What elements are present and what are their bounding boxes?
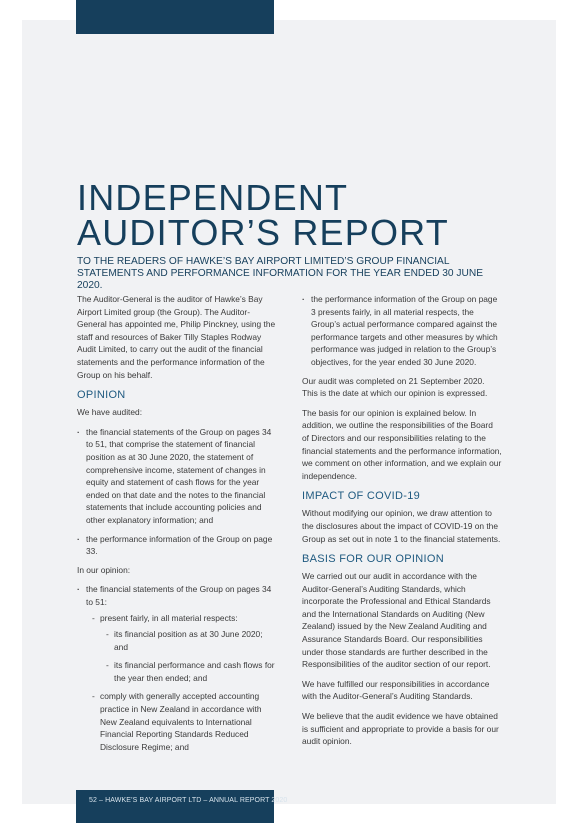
- opinion-heading: OPINION: [77, 389, 126, 402]
- completed-paragraph: Our audit was completed on 21 September 2020. This is the date at which our opinion is expressed.: [302, 375, 488, 399]
- footer-bar: [76, 790, 274, 823]
- audited-list: [77, 426, 277, 558]
- list-item: [86, 612, 277, 684]
- fulfilled-paragraph: We have fulfilled our responsibilities in accordance with the Auditor-General’s Auditing Standards.: [302, 678, 490, 702]
- list-item: - its financial performance and cash flows for the year then ended; and: [100, 659, 277, 684]
- believe-paragraph: We believe that the audit evidence we have obtained is sufficient and appropriate to provide a basis for our audit opinion.: [302, 711, 499, 747]
- right-column: [302, 293, 502, 755]
- basis-explained-paragraph: The basis for our opinion is explained below. In addition, we outline the responsibilities of the Board of Directors and our responsibilities relating to the financial statements and the performance information, we comment on other information, and we explain our independence.: [302, 407, 502, 481]
- covid-paragraph: Without modifying our opinion, we draw attention to the disclosures about the impact of COVID-19 on the Group as set out in note 1 to the financial statements.: [302, 508, 501, 544]
- list-item: · the financial statements of the Group on pages 34 to 51, that comprise the statement of financial position as at 30 June 2020, the statement of comprehensive income, statement of changes in equity and statement of cash flows for the year ended on that date and the notes to the financial statements that include accounting policies and other explanatory information; and: [77, 426, 277, 527]
- title-line: AUDITOR’S REPORT: [77, 212, 449, 253]
- list-item: - comply with generally accepted accounting practice in New Zealand in accordance with New Zealand equivalents to International Financial Reporting Standards Reduced Disclosure Regime; and: [86, 690, 277, 753]
- list-item: · the performance information of the Group on page 33.: [77, 533, 277, 558]
- footer-page-label: 52 – HAWKE’S BAY AIRPORT LTD – ANNUAL REPORT 2020: [89, 797, 288, 804]
- list-item: - its financial position as at 30 June 2020; and: [100, 628, 277, 653]
- intro-paragraph: The Auditor-General is the auditor of Hawke’s Bay Airport Limited group (the Group). The Auditor-General has appointed me, Philip Pinckney, using the staff and resources of Baker Tilly Staples Rodway Audit Limited, to carry out the audit of the financial statements and the performance information of the Group on his behalf.: [77, 294, 276, 380]
- we-have-audited: We have audited:: [77, 407, 143, 418]
- sub-dash-list: [100, 628, 277, 684]
- list-item: · the performance information of the Group on page 3 presents fairly, in all material respects, the Group’s actual performance compared against the performance targets and other measures by which performance was judged in relation to the Group’s objectives, for the year ended 30 June 2020.: [302, 293, 502, 369]
- in-our-opinion: In our opinion:: [77, 564, 131, 575]
- basis-heading: BASIS FOR OUR OPINION: [302, 553, 444, 566]
- covid-heading: IMPACT OF COVID-19: [302, 490, 421, 503]
- opinion-item-text: the financial statements of the Group on pages 34 to 51:: [86, 584, 272, 607]
- left-column: [77, 293, 277, 759]
- header-bar: [76, 0, 274, 34]
- report-subtitle: TO THE READERS OF HAWKE’S BAY AIRPORT LIMITED’S GROUP FINANCIAL STATEMENTS AND PERFORMANCE INFORMATION FOR THE YEAR ENDED 30 JUNE 2020.: [77, 256, 484, 291]
- performance-list: [302, 293, 502, 369]
- dash-list: [86, 612, 277, 753]
- page-title: [77, 177, 517, 253]
- present-fairly-text: present fairly, in all material respects:: [100, 613, 238, 624]
- title-line: INDEPENDENT: [77, 177, 349, 218]
- opinion-list: [77, 583, 277, 753]
- basis-paragraph: We carried out our audit in accordance with the Auditor-General’s Auditing Standards, which incorporate the Professional and Ethical Standards and the International Standards on Auditing (New Zealand) issued by the New Zealand Auditing and Assurance Standards Board. Our responsibilities under those standards are further described in the Responsibilities of the auditor section of our report.: [302, 571, 491, 670]
- list-item: [77, 583, 277, 753]
